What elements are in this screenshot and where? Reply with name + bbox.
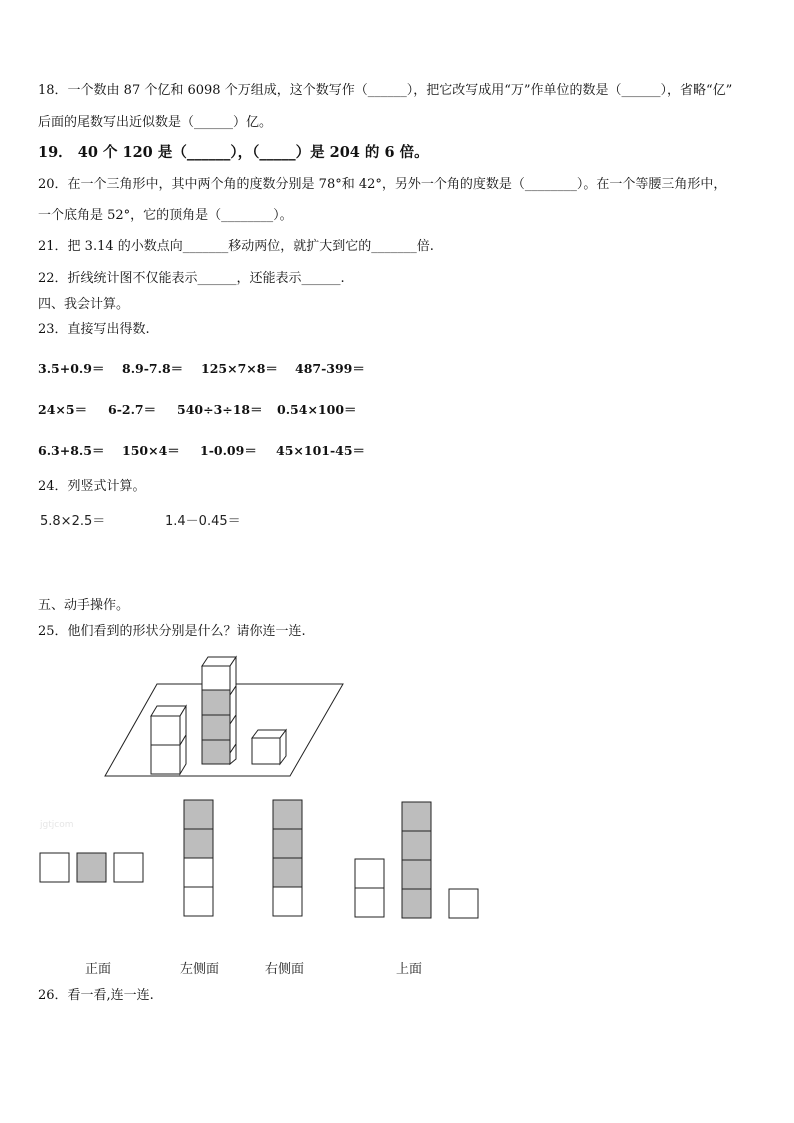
option-top-view [355, 802, 478, 918]
vertical-calc-2: 1.4－0.45＝ [165, 514, 241, 529]
option-right-view [273, 800, 302, 916]
q18-line1: 18．一个数由 87 个亿和 6098 个万组成，这个数写作（______），把它改写成用“万”作单位的数是（______），省略“亿” [38, 83, 733, 98]
q23: 23．直接写出得数. [38, 322, 150, 337]
expr: 0.54×100＝ [277, 402, 357, 417]
q20-line1: 20．在一个三角形中，其中两个角的度数分别是 78°和 42°，另外一个角的度数是（________）。在一个等腰三角形中， [38, 177, 727, 192]
cube-stack-tall [202, 657, 236, 764]
q20-line2: 一个底角是 52°，它的顶角是（________）。 [38, 208, 293, 223]
section-5-heading: 五、动手操作。 [38, 598, 130, 613]
expr: 8.9-7.8＝ [122, 361, 184, 376]
q18-line2: 后面的尾数写出近似数是（______）亿。 [38, 115, 273, 130]
expr: 6.3+8.5＝ [38, 443, 105, 458]
expr: 487-399＝ [295, 361, 365, 376]
label-top: 上面 [396, 962, 423, 977]
expr: 125×7×8＝ [201, 361, 278, 376]
expr: 150×4＝ [122, 443, 180, 458]
expr: 45×101-45＝ [276, 443, 366, 458]
q22: 22．折线统计图不仅能表示______，还能表示______. [38, 271, 345, 286]
vertical-calc-1: 5.8×2.5＝ [40, 514, 106, 529]
q26: 26．看一看,连一连. [38, 988, 154, 1003]
q21: 21．把 3.14 的小数点向_______移动两位，就扩大到它的_______倍. [38, 239, 434, 254]
option-front-view [40, 853, 143, 882]
q19: 19． 40 个 120 是（______），（_____）是 204 的 6 倍。 [38, 144, 429, 161]
expr: 1-0.09＝ [200, 443, 257, 458]
cube-single [252, 730, 286, 764]
option-left-view [184, 800, 213, 916]
watermark: jgtjcom [40, 820, 74, 830]
q24: 24．列竖式计算。 [38, 479, 146, 494]
expr: 24×5＝ [38, 402, 88, 417]
label-left-side: 左侧面 [180, 962, 220, 977]
label-right-side: 右侧面 [265, 962, 305, 977]
q25: 25．他们看到的形状分别是什么？请你连一连. [38, 624, 306, 639]
label-front: 正面 [85, 962, 112, 977]
cube-stack-left [151, 706, 186, 774]
expr: 540÷3÷18＝ [177, 402, 263, 417]
expr: 6-2.7＝ [108, 402, 157, 417]
section-4-heading: 四、我会计算。 [38, 297, 130, 312]
expr: 3.5+0.9＝ [38, 361, 105, 376]
